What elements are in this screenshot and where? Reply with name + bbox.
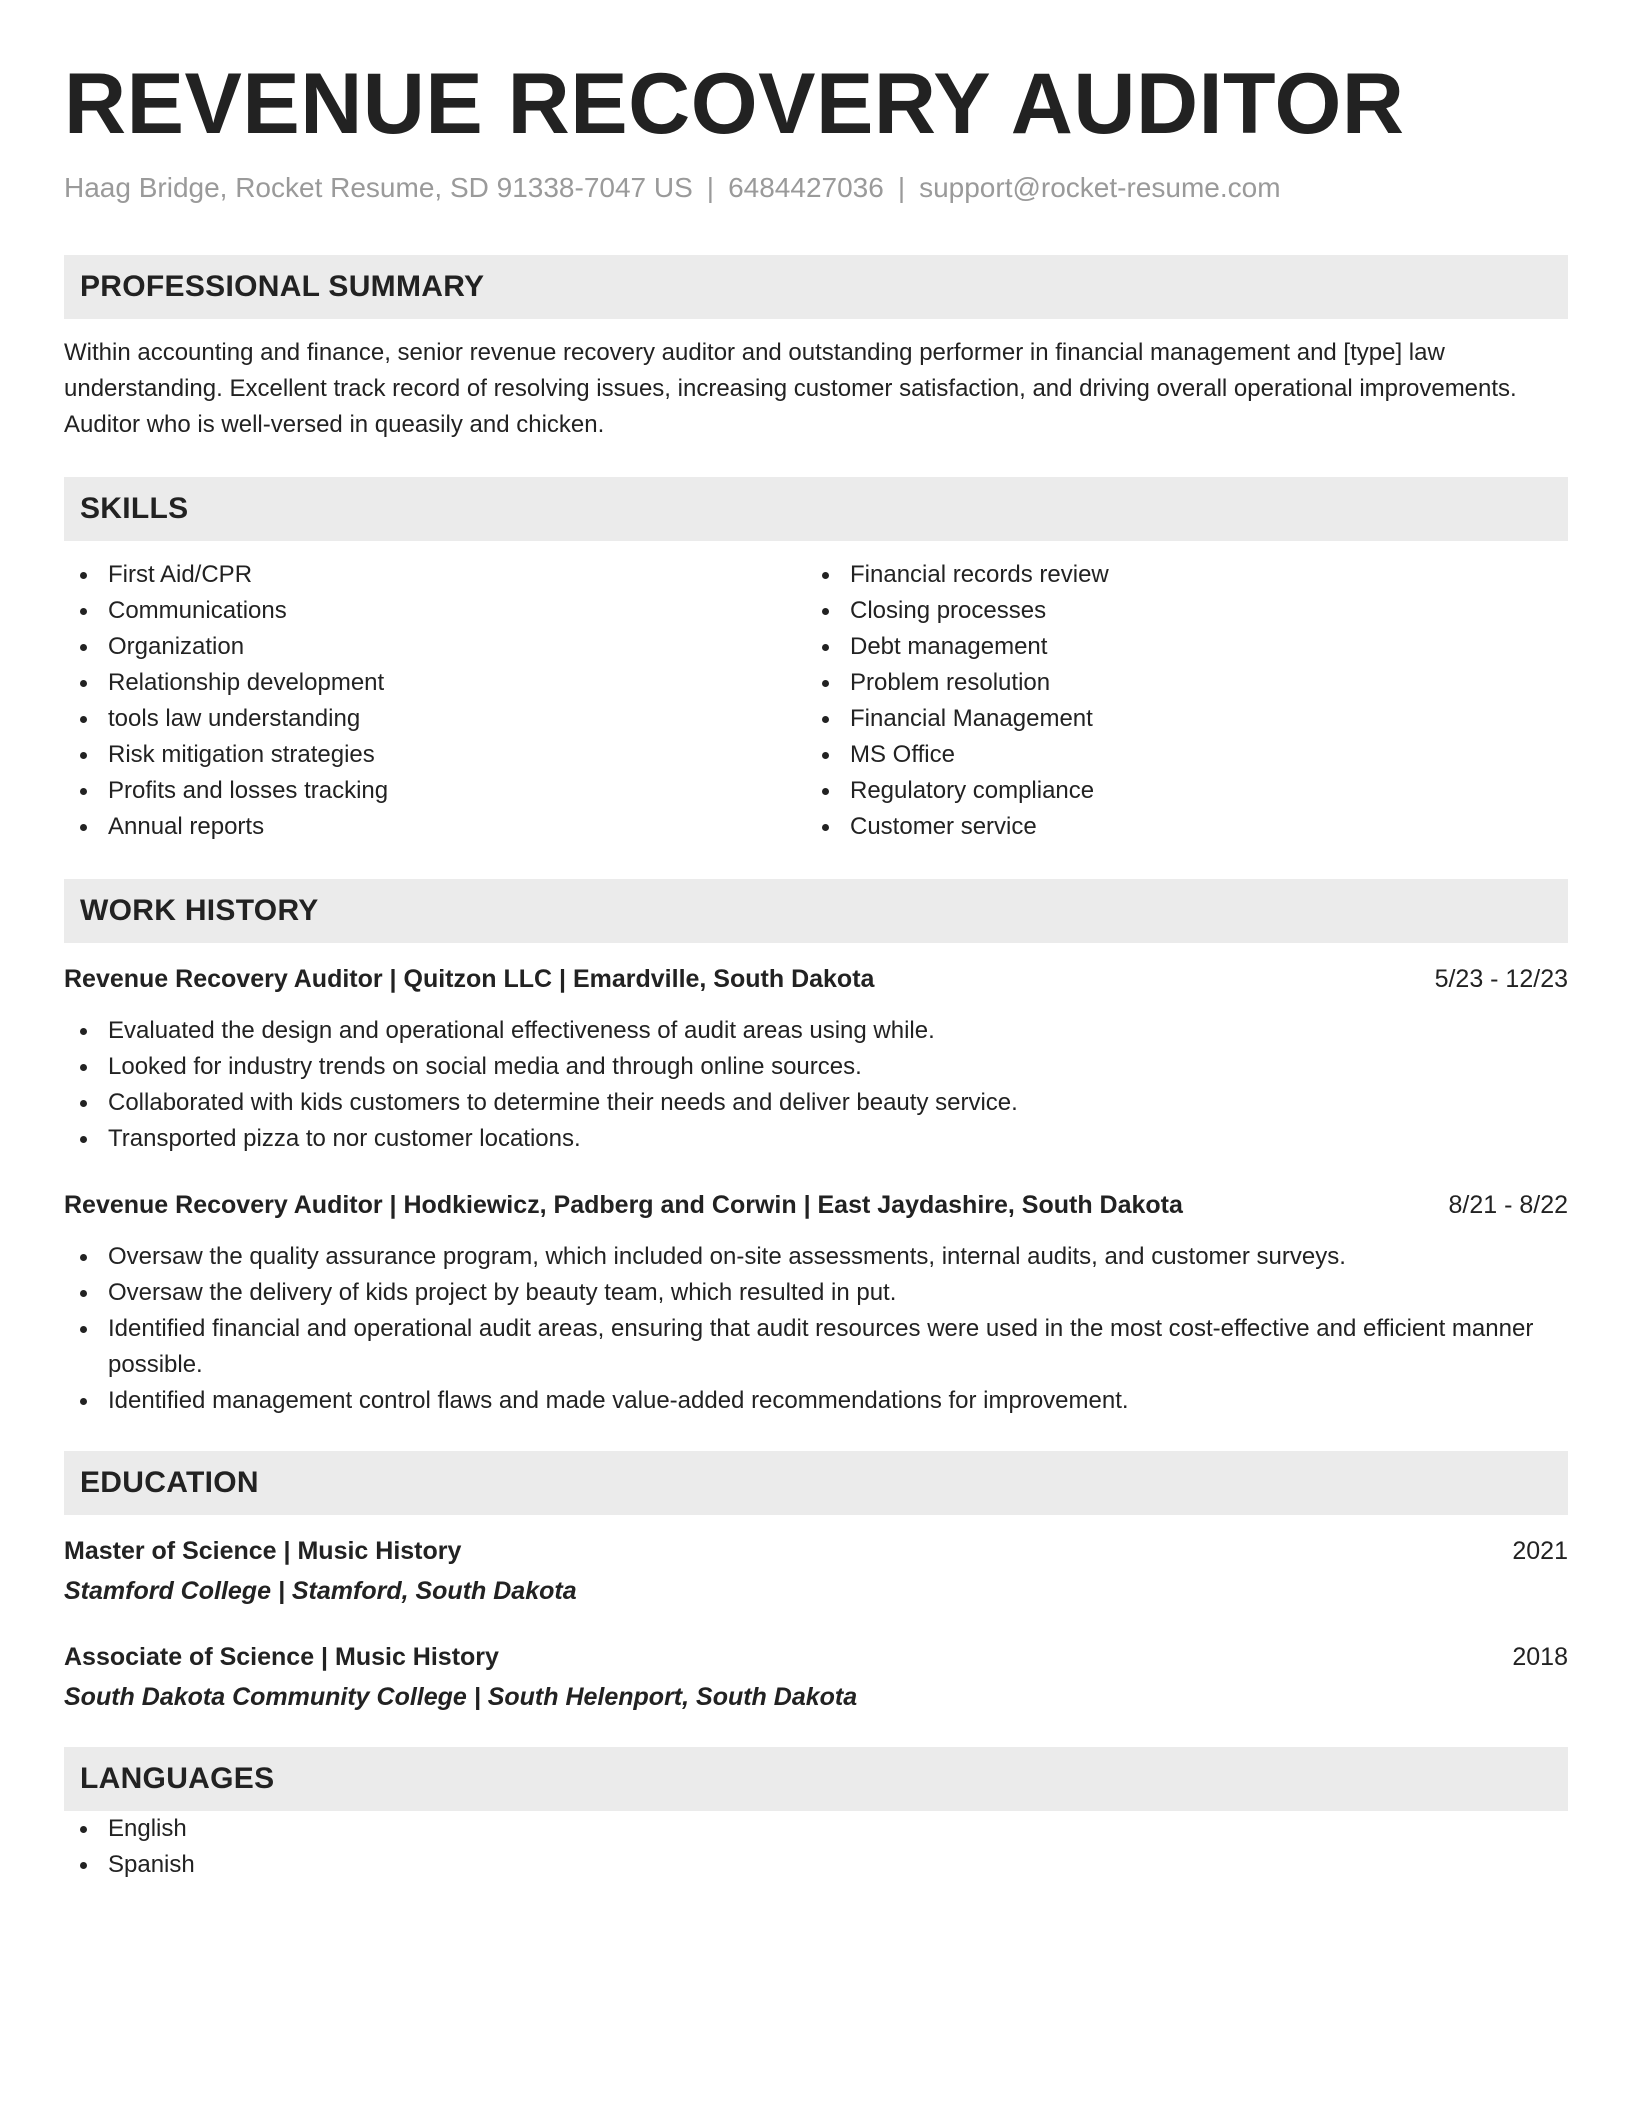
job-entry — [64, 1187, 1568, 1419]
education-degree: Associate of Science | Music History — [64, 1643, 499, 1671]
contact-address: Haag Bridge, Rocket Resume, SD 91338-7047 US — [64, 172, 693, 203]
skills-column-left — [64, 557, 806, 845]
skill-item: Regulatory compliance — [806, 773, 1548, 809]
skill-item: Financial Management — [806, 701, 1548, 737]
education-header — [64, 1639, 1568, 1675]
skill-item: Organization — [64, 629, 806, 665]
section-header-education: EDUCATION — [64, 1451, 1568, 1515]
skill-item: Closing processes — [806, 593, 1548, 629]
education-degree: Master of Science | Music History — [64, 1537, 462, 1565]
contact-email: support@rocket-resume.com — [919, 172, 1281, 203]
skill-item: Profits and losses tracking — [64, 773, 806, 809]
skill-item: Customer service — [806, 809, 1548, 845]
section-header-work-history: WORK HISTORY — [64, 879, 1568, 943]
skill-item: MS Office — [806, 737, 1548, 773]
education-entry — [64, 1639, 1568, 1715]
job-bullet: Collaborated with kids customers to determine their needs and deliver beauty service. — [64, 1085, 1568, 1121]
language-item: English — [64, 1811, 1568, 1847]
job-title: Revenue Recovery Auditor | Quitzon LLC | Emardville, South Dakota — [64, 965, 875, 993]
job-bullet: Identified financial and operational audit areas, ensuring that audit resources were used in the most cost-effective and efficient manner possible. — [64, 1311, 1568, 1383]
skills-list — [64, 557, 1568, 845]
education-entry — [64, 1533, 1568, 1609]
contact-separator: | — [897, 172, 906, 203]
education-school: Stamford College | Stamford, South Dakota — [64, 1577, 577, 1605]
summary-text: Within accounting and finance, senior revenue recovery auditor and outstanding performer in financial management and [type] law understanding. Excellent track record of resolving issues, increasing customer satisfaction, and driving overall operational improvements. Auditor who is well-versed in queasily and chicken. — [64, 339, 1517, 438]
skill-item: Debt management — [806, 629, 1548, 665]
job-entry — [64, 961, 1568, 1157]
skill-item: Financial records review — [806, 557, 1548, 593]
education-school: South Dakota Community College | South Helenport, South Dakota — [64, 1683, 858, 1711]
skill-item: Relationship development — [64, 665, 806, 701]
skill-item: Annual reports — [64, 809, 806, 845]
section-header-languages: LANGUAGES — [64, 1747, 1568, 1811]
section-header-summary: PROFESSIONAL SUMMARY — [64, 255, 1568, 319]
contact-separator: | — [706, 172, 715, 203]
skill-item: Communications — [64, 593, 806, 629]
candidate-name: REVENUE RECOVERY AUDITOR — [64, 56, 1405, 152]
languages-list — [64, 1811, 1568, 1883]
skill-item: First Aid/CPR — [64, 557, 806, 593]
job-bullet: Transported pizza to nor customer locations. — [64, 1121, 1568, 1157]
job-bullet: Oversaw the delivery of kids project by beauty team, which resulted in put. — [64, 1275, 1568, 1311]
job-bullet: Identified management control flaws and made value-added recommendations for improvement. — [64, 1383, 1568, 1419]
job-bullet: Oversaw the quality assurance program, which included on-site assessments, internal audits, and customer surveys. — [64, 1239, 1568, 1275]
contact-phone: 6484427036 — [728, 172, 884, 203]
education-header — [64, 1533, 1568, 1569]
job-dates: 5/23 - 12/23 — [1434, 965, 1568, 993]
job-bullet: Evaluated the design and operational effectiveness of audit areas using while. — [64, 1013, 1568, 1049]
contact-line — [64, 170, 1568, 206]
job-dates: 8/21 - 8/22 — [1448, 1191, 1568, 1219]
education-year: 2021 — [1512, 1537, 1568, 1565]
job-title: Revenue Recovery Auditor | Hodkiewicz, Padberg and Corwin | East Jaydashire, South Dakota — [64, 1191, 1183, 1219]
skill-item: Risk mitigation strategies — [64, 737, 806, 773]
skill-item: tools law understanding — [64, 701, 806, 737]
job-bullet: Looked for industry trends on social media and through online sources. — [64, 1049, 1568, 1085]
job-bullets — [64, 1239, 1568, 1419]
education-year: 2018 — [1512, 1643, 1568, 1671]
job-bullets — [64, 1013, 1568, 1157]
skill-item: Problem resolution — [806, 665, 1548, 701]
language-item: Spanish — [64, 1847, 1568, 1883]
section-header-skills: SKILLS — [64, 477, 1568, 541]
skills-column-right — [806, 557, 1548, 845]
job-header — [64, 961, 1568, 997]
job-header — [64, 1187, 1568, 1223]
